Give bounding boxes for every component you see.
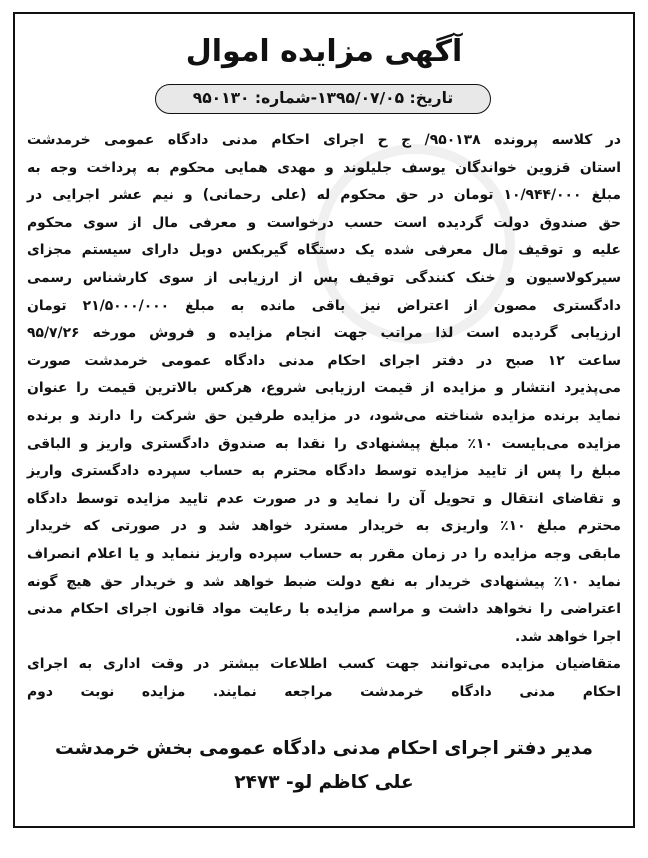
body-line: مبلغ ۱۰/۹۴۴/۰۰۰ تومان در حق محکوم له (علی رحمانی) و نیم عشر اجرایی در: [27, 187, 622, 204]
body-line: متقاضیان مزایده می‌توانند جهت کسب اطلاعات بیشتر در وقت اداری به اجرای: [27, 656, 621, 673]
body-line: حق صندوق دولت گردیده است حسب درخواست و معرفی مال از سوی محکوم: [27, 214, 621, 231]
body-line: و تقاضای انتقال و تحویل آن را نماید و در صورت عدم تایید مزایده توسط دادگاه: [27, 490, 621, 507]
body-line: مزایده می‌بایست ۱۰٪ مبلغ پیشنهادی را نقدا به صندوق دادگستری واریز و الباقی: [27, 435, 621, 452]
body-line: می‌پذیرد انتشار و مزایده از قیمت ارزیابی شروع، هرکس بالاترین قیمت را عنوان: [27, 380, 621, 397]
body-line: ساعت ۱۲ صبح در دفتر اجرای احکام مدنی دادگاه عمومی خرمدشت صورت: [27, 352, 622, 369]
notice-title: آگهی مزایده اموال: [185, 34, 463, 69]
body-line: استان قزوین خواندگان یوسف جلیلوند و مهدی همایی محکوم به پرداخت وجه به: [27, 159, 621, 176]
body-line: ارزیابی گردیده است لذا مراتب جهت انجام مزایده و فروش مورخه ۹۵/۷/۲۶: [27, 325, 621, 342]
signature-block: [15, 732, 633, 800]
body-line: دادگستری مصون از اعتراض نیز باقی مانده به مبلغ ۲۱/۵۰۰۰/۰۰۰ تومان: [27, 297, 621, 314]
body-line: علیه و توقیف مال معرفی شده یک دستگاه گیربکس دوبل دارای سیستم مجزای: [27, 242, 621, 259]
body-line: در کلاسه پرونده ۹۵۰۱۳۸/ ج ح اجرای احکام مدنی دادگاه عمومی خرمدشت: [27, 132, 621, 148]
notice-frame: [13, 12, 635, 828]
signature-name: علی کاظم لو- ۲۴۷۳: [234, 772, 414, 793]
body-line: نماید ۱۰٪ پیشنهادی خریدار به نفع دولت ضبط خواهد شد و خریدار حق هیچ گونه: [27, 573, 622, 590]
body-line: نماید برنده مزایده شناخته می‌شود، در مزایده طرفین حق شرکت را دارند و برنده: [27, 407, 621, 424]
body-line: سیرکولاسیون و خنک کنندگی توقیف پس از ارزیابی از سوی کارشناس رسمی: [27, 269, 621, 286]
body-line: محترم مبلغ ۱۰٪ واریزی به خریدار مسترد خواهد شد و در صورتی که خریدار: [27, 518, 621, 535]
body-line: اجرا خواهد شد.: [515, 628, 621, 645]
body-line: احکام مدنی دادگاه خرمدشت مراجعه نمایند. مزایده نوبت دوم: [27, 683, 621, 700]
notice-body: [27, 127, 621, 706]
body-line: مابقی وجه مزایده را در زمان مقرر به حساب سپرده واریز ننماید و یا اعلام انصراف: [27, 545, 621, 562]
body-line: مبلغ را پس از تایید مزایده توسط دادگاه محترم به حساب سپرده دادگستری واریز: [27, 463, 621, 480]
signature-office: مدیر دفتر اجرای احکام مدنی دادگاه عمومی بخش خرمدشت: [55, 738, 593, 759]
date-number-badge: تاریخ: ۱۳۹۵/۰۷/۰۵-شماره: ۹۵۰۱۳۰: [155, 84, 491, 114]
body-line: اعتراضی را نخواهد داشت و مراسم مزایده با رعایت مواد قانون اجرای احکام مدنی: [27, 601, 621, 618]
